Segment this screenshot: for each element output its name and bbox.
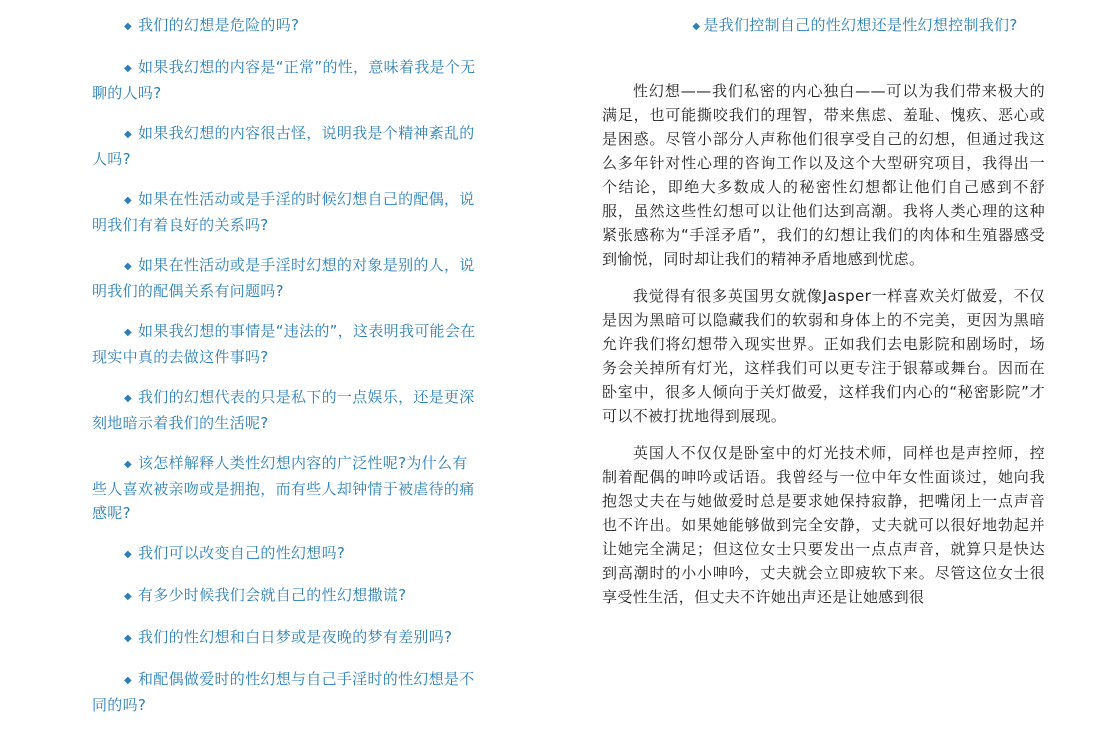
- question-text: 如果我幻想的内容很古怪，说明我是个精神紊乱的人吗?: [92, 124, 475, 168]
- question-item: [92, 121, 476, 171]
- question-text: 该怎样解释人类性幻想内容的广泛性呢?为什么有些人喜欢被亲吻或是拥抱，而有些人却钟情于被虐待的痛感呢?: [92, 454, 475, 522]
- question-text: 我们的性幻想和白日梦或是夜晚的梦有差别吗?: [138, 628, 453, 646]
- question-text: 如果我幻想的内容是“正常”的性，意味着我是个无聊的人吗?: [92, 58, 476, 102]
- question-item: [92, 625, 476, 651]
- question-item: [92, 253, 476, 303]
- question-item: [92, 319, 476, 369]
- diamond-bullet-icon: ◆: [124, 129, 132, 140]
- section-title-text: 是我们控制自己的性幻想还是性幻想控制我们?: [703, 16, 1018, 34]
- diamond-bullet-icon: ◆: [124, 591, 132, 602]
- left-page: [92, 13, 476, 733]
- question-text: 我们的幻想是危险的吗?: [138, 16, 300, 34]
- body-paragraph: 英国人不仅仅是卧室中的灯光技术师，同样也是声控师，控制着配偶的呻吟或话语。我曾经与一位中年女性面谈过，她向我抱怨丈夫在与她做爱时总是要求她保持寂静，把嘴闭上一点声音也不许出。如果她能够做到完全安静，丈夫就可以很好地勃起并让她完全满足；但这位女士只要发出一点点声音，就算只是快达到高潮时的小小呻吟，丈夫就会立即疲软下来。尽管这位女士很享受性生活，但丈夫不许她出声还是让她感到很: [602, 444, 1045, 606]
- right-page: [602, 13, 1045, 622]
- diamond-bullet-icon: ◆: [124, 633, 132, 644]
- question-item: [92, 541, 476, 567]
- question-item: [92, 13, 476, 39]
- question-text: 有多少时候我们会就自己的性幻想撒谎?: [138, 586, 407, 604]
- body-paragraph: 性幻想——我们私密的内心独白——可以为我们带来极大的满足，也可能撕咬我们的理智，带来焦虑、羞耻、愧疚、恶心或是困惑。尽管小部分人声称他们很享受自己的幻想，但通过我这么多年针对性心理的咨询工作以及这个大型研究项目，我得出一个结论，即绝大多数成人的秘密性幻想都让他们自己感到不舒服，虽然这些性幻想可以让他们达到高潮。我将人类心理的这种紧张感称为“手淫矛盾”，我们的幻想让我们的肉体和生殖器感受到愉悦，同时却让我们的精神矛盾地感到忧虑。: [602, 82, 1045, 268]
- diamond-bullet-icon: ◆: [124, 393, 132, 404]
- diamond-bullet-icon: ◆: [124, 549, 132, 560]
- question-item: [92, 451, 476, 525]
- question-text: 如果在性活动或是手淫时幻想的对象是别的人，说明我们的配偶关系有问题吗?: [92, 256, 475, 300]
- diamond-bullet-icon: ◆: [124, 327, 132, 338]
- question-text: 我们的幻想代表的只是私下的一点娱乐，还是更深刻地暗示着我们的生活呢?: [92, 388, 475, 432]
- question-text: 如果我幻想的事情是“违法的”，这表明我可能会在现实中真的去做这件事吗?: [92, 322, 476, 366]
- diamond-bullet-icon: ◆: [124, 459, 132, 470]
- question-item: [92, 667, 476, 717]
- diamond-bullet-icon: ◆: [124, 21, 132, 32]
- diamond-bullet-icon: ◆: [124, 675, 132, 686]
- section-title: [602, 13, 1045, 39]
- diamond-bullet-icon: ◆: [124, 195, 132, 206]
- diamond-bullet-icon: ◆: [692, 21, 701, 32]
- diamond-bullet-icon: ◆: [124, 261, 132, 272]
- diamond-bullet-icon: ◆: [124, 63, 132, 74]
- question-item: [92, 187, 476, 237]
- question-text: 和配偶做爱时的性幻想与自己手淫时的性幻想是不同的吗?: [92, 670, 475, 714]
- question-text: 如果在性活动或是手淫的时候幻想自己的配偶，说明我们有着良好的关系吗?: [92, 190, 475, 234]
- question-item: [92, 583, 476, 609]
- question-item: [92, 55, 476, 105]
- body-paragraph: 我觉得有很多英国男女就像Jasper一样喜欢关灯做爱，不仅是因为黑暗可以隐藏我们的软弱和身体上的不完美，更因为黑暗允许我们将幻想带入现实世界。正如我们去电影院和剧场时，场务会关掉所有灯光，这样我们可以更专注于银幕或舞台。因而在卧室中，很多人倾向于关灯做爱，这样我们内心的“秘密影院”才可以不被打扰地得到展现。: [602, 287, 1045, 425]
- question-text: 我们可以改变自己的性幻想吗?: [138, 544, 346, 562]
- question-item: [92, 385, 476, 435]
